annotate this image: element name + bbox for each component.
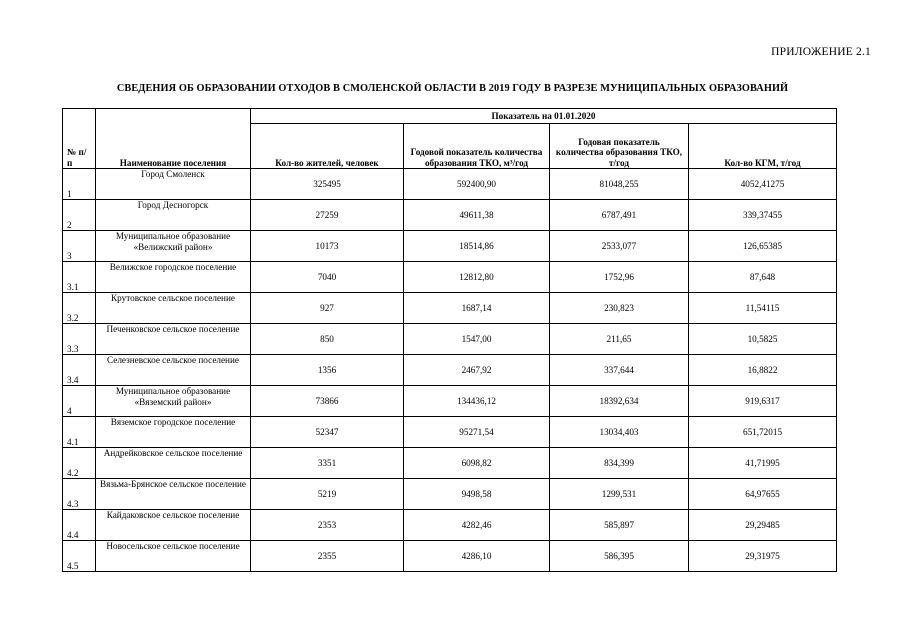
population-value: 927 xyxy=(251,293,404,324)
tko-m3-value: 12812,80 xyxy=(404,262,550,293)
table-row xyxy=(63,479,837,510)
population-value: 7040 xyxy=(251,262,404,293)
tko-m3-value: 49611,38 xyxy=(404,200,550,231)
row-number: 4.3 xyxy=(63,479,96,510)
settlement-name: Кайдаковское сельское поселение xyxy=(96,510,251,541)
tko-t-value: 834,399 xyxy=(550,448,689,479)
row-number: 2 xyxy=(63,200,96,231)
kgm-value: 10,5825 xyxy=(689,324,837,355)
tko-m3-value: 592400,90 xyxy=(404,169,550,200)
tko-t-value: 337,644 xyxy=(550,355,689,386)
tko-m3-value: 134436,12 xyxy=(404,386,550,417)
table-row xyxy=(63,324,837,355)
population-value: 2353 xyxy=(251,510,404,541)
header-tko-m3: Годовой показатель количества образования ТКО, м³/год xyxy=(404,124,550,169)
settlement-name: Муниципальное образование «Вяземский район» xyxy=(96,386,251,417)
population-value: 52347 xyxy=(251,417,404,448)
table-row xyxy=(63,510,837,541)
kgm-value: 126,65385 xyxy=(689,231,837,262)
table-row xyxy=(63,200,837,231)
row-number: 4.2 xyxy=(63,448,96,479)
kgm-value: 64,97655 xyxy=(689,479,837,510)
settlement-name: Андрейковское сельское поселение xyxy=(96,448,251,479)
kgm-value: 16,8822 xyxy=(689,355,837,386)
tko-m3-value: 1687,14 xyxy=(404,293,550,324)
table-row xyxy=(63,293,837,324)
tko-m3-value: 4282,46 xyxy=(404,510,550,541)
table-row xyxy=(63,448,837,479)
tko-t-value: 81048,255 xyxy=(550,169,689,200)
kgm-value: 919,6317 xyxy=(689,386,837,417)
table-row xyxy=(63,262,837,293)
settlement-name: Селезневское сельское поселение xyxy=(96,355,251,386)
settlement-name: Город Смоленск xyxy=(96,169,251,200)
header-group: Показатель на 01.01.2020 xyxy=(251,109,837,124)
tko-t-value: 586,395 xyxy=(550,541,689,572)
table-row xyxy=(63,417,837,448)
settlement-name: Крутовское сельское поселение xyxy=(96,293,251,324)
kgm-value: 29,31975 xyxy=(689,541,837,572)
tko-t-value: 18392,634 xyxy=(550,386,689,417)
table-row xyxy=(63,169,837,200)
tko-t-value: 2533,077 xyxy=(550,231,689,262)
tko-t-value: 13034,403 xyxy=(550,417,689,448)
kgm-value: 4052,41275 xyxy=(689,169,837,200)
row-number: 3.2 xyxy=(63,293,96,324)
row-number: 3.1 xyxy=(63,262,96,293)
header-kgm: Кол-во КГМ, т/год xyxy=(689,124,837,169)
kgm-value: 87,648 xyxy=(689,262,837,293)
tko-t-value: 585,897 xyxy=(550,510,689,541)
tko-t-value: 1299,531 xyxy=(550,479,689,510)
population-value: 27259 xyxy=(251,200,404,231)
table-row xyxy=(63,386,837,417)
kgm-value: 11,54115 xyxy=(689,293,837,324)
row-number: 4.5 xyxy=(63,541,96,572)
row-number: 3.4 xyxy=(63,355,96,386)
tko-m3-value: 6098,82 xyxy=(404,448,550,479)
population-value: 3351 xyxy=(251,448,404,479)
settlement-name: Вяземское городское поселение xyxy=(96,417,251,448)
settlement-name: Велижское городское поселение xyxy=(96,262,251,293)
settlement-name: Город Десногорск xyxy=(96,200,251,231)
tko-m3-value: 18514,86 xyxy=(404,231,550,262)
table-row xyxy=(63,231,837,262)
population-value: 5219 xyxy=(251,479,404,510)
population-value: 1356 xyxy=(251,355,404,386)
tko-t-value: 211,65 xyxy=(550,324,689,355)
population-value: 2355 xyxy=(251,541,404,572)
tko-m3-value: 95271,54 xyxy=(404,417,550,448)
row-number: 4.1 xyxy=(63,417,96,448)
waste-table xyxy=(62,108,837,572)
population-value: 10173 xyxy=(251,231,404,262)
tko-m3-value: 9498,58 xyxy=(404,479,550,510)
tko-t-value: 230,823 xyxy=(550,293,689,324)
settlement-name: Вязьма-Брянское сельское поселение xyxy=(96,479,251,510)
settlement-name: Муниципальное образование «Велижский район» xyxy=(96,231,251,262)
kgm-value: 651,72015 xyxy=(689,417,837,448)
tko-m3-value: 1547,00 xyxy=(404,324,550,355)
population-value: 73866 xyxy=(251,386,404,417)
settlement-name: Новосельское сельское поселение xyxy=(96,541,251,572)
row-number: 1 xyxy=(63,169,96,200)
settlement-name: Печенковское сельское поселение xyxy=(96,324,251,355)
tko-m3-value: 4286,10 xyxy=(404,541,550,572)
row-number: 4.4 xyxy=(63,510,96,541)
kgm-value: 41,71995 xyxy=(689,448,837,479)
kgm-value: 339,37455 xyxy=(689,200,837,231)
population-value: 325495 xyxy=(251,169,404,200)
table-row xyxy=(63,541,837,572)
table-body xyxy=(63,169,837,572)
population-value: 850 xyxy=(251,324,404,355)
tko-t-value: 1752,96 xyxy=(550,262,689,293)
tko-m3-value: 2467,92 xyxy=(404,355,550,386)
kgm-value: 29,29485 xyxy=(689,510,837,541)
row-number: 3 xyxy=(63,231,96,262)
header-num: № п/п xyxy=(63,109,96,169)
row-number: 3.3 xyxy=(63,324,96,355)
header-population: Кол-во жителей, человек xyxy=(251,124,404,169)
document-title: СВЕДЕНИЯ ОБ ОБРАЗОВАНИИ ОТХОДОВ В СМОЛЕНСКОЙ ОБЛАСТИ В 2019 ГОДУ В РАЗРЕЗЕ МУНИЦИПАЛЬНЫХ ОБРАЗОВАНИЙ xyxy=(116,83,789,94)
tko-t-value: 6787,491 xyxy=(550,200,689,231)
header-name: Наименование поселения xyxy=(96,109,251,169)
table-row xyxy=(63,355,837,386)
row-number: 4 xyxy=(63,386,96,417)
appendix-label: ПРИЛОЖЕНИЕ 2.1 xyxy=(771,46,871,58)
header-tko-t: Годовая показатель количества образования ТКО, т/год xyxy=(550,124,689,169)
